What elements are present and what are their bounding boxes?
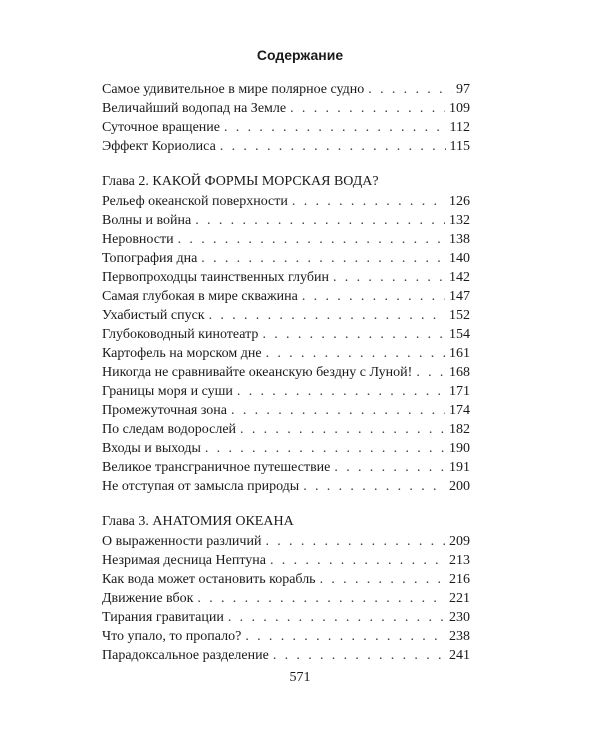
entry-title: Первопроходцы таинственных глубин [102,270,329,285]
entry-page-number: 238 [449,629,470,644]
toc-entry [102,363,470,382]
entry-page-number: 112 [449,120,470,135]
toc-entry [102,458,470,477]
entry-page-number: 109 [449,101,470,116]
toc-entry [102,589,470,608]
entry-title: Незримая десница Нептуна [102,553,266,568]
entry-page-number: 161 [449,346,470,361]
table-of-contents [102,80,470,665]
entry-page-number: 209 [449,534,470,549]
entry-page-number: 221 [449,591,470,606]
entry-title: Великое трансграничное путешествие [102,460,331,475]
entry-title: Границы моря и суши [102,384,233,399]
dot-leader [205,439,445,458]
entry-page-number: 115 [449,139,470,154]
entry-title: Не отступая от замысла природы [102,479,300,494]
entry-page-number: 138 [449,232,470,247]
entry-title: По следам водорослей [102,422,237,437]
dot-leader [334,458,445,477]
entry-title: Входы и выходы [102,441,201,456]
toc-entry [102,420,470,439]
toc-entry [102,268,470,287]
dot-leader [302,287,445,306]
entry-title: Топография дна [102,251,198,266]
entry-page-number: 152 [449,308,470,323]
toc-entry [102,306,470,325]
page-title: Содержание [256,47,344,63]
entry-title: Движение вбок [102,591,194,606]
toc-entry [102,325,470,344]
toc-section [102,80,470,156]
toc-entry [102,230,470,249]
entry-page-number: 97 [456,82,470,97]
entry-page-number: 132 [449,213,470,228]
entry-title: Суточное вращение [102,120,220,135]
toc-entry [102,532,470,551]
dot-leader [368,80,452,99]
entry-page-number: 216 [449,572,470,587]
entry-page-number: 190 [449,441,470,456]
page-number: 571 [289,670,311,685]
entry-page-number: 200 [449,479,470,494]
dot-leader [240,420,445,439]
entry-title: Неровности [102,232,174,247]
dot-leader [303,477,445,496]
entry-title: Эффект Кориолиса [102,139,216,154]
entry-title: Самая глубокая в мире скважина [102,289,298,304]
entry-title: Волны и война [102,213,192,228]
entry-title: Глубоководный кинотеатр [102,327,259,342]
toc-entry [102,137,470,156]
entry-page-number: 142 [449,270,470,285]
entry-page-number: 182 [449,422,470,437]
dot-leader [290,99,445,118]
entry-page-number: 140 [449,251,470,266]
dot-leader [245,627,445,646]
toc-entry [102,608,470,627]
chapter-heading: Глава 3. АНАТОМИЯ ОКЕАНА [102,514,294,529]
entry-title: Рельеф океанской поверхности [102,194,288,209]
dot-leader [237,382,445,401]
entry-title: Величайший водопад на Земле [102,101,287,116]
toc-entry [102,646,470,665]
toc-entry [102,439,470,458]
entry-title: Ухабистый спуск [102,308,205,323]
entry-page-number: 171 [449,384,470,399]
entry-title: Что упало, то пропало? [102,629,242,644]
toc-entry [102,401,470,420]
toc-entry [102,249,470,268]
entry-page-number: 213 [449,553,470,568]
dot-leader [231,401,445,420]
entry-title: Промежуточная зона [102,403,228,418]
toc-entry [102,99,470,118]
entry-title: Тирания гравитации [102,610,224,625]
dot-leader [416,363,445,382]
toc-section [102,172,470,496]
dot-leader [265,532,445,551]
toc-entry [102,477,470,496]
dot-leader [228,608,445,627]
dot-leader [320,570,445,589]
entry-title: Самое удивительное в мире полярное судно [102,82,365,97]
dot-leader [195,211,445,230]
dot-leader [224,118,446,137]
entry-page-number: 241 [449,648,470,663]
entry-page-number: 174 [449,403,470,418]
entry-title: О выраженности различий [102,534,262,549]
entry-page-number: 126 [449,194,470,209]
chapter-heading: Глава 2. КАКОЙ ФОРМЫ МОРСКАЯ ВОДА? [102,174,379,189]
entry-page-number: 191 [449,460,470,475]
dot-leader [220,137,446,156]
entry-title: Никогда не сравнивайте океанскую бездну с Луной! [102,365,413,380]
entry-page-number: 154 [449,327,470,342]
entry-title: Как вода может остановить корабль [102,572,316,587]
dot-leader [270,551,445,570]
dot-leader [292,192,445,211]
toc-entry [102,344,470,363]
toc-entry [102,382,470,401]
toc-entry [102,118,470,137]
dot-leader [178,230,445,249]
entry-title: Парадоксальное разделение [102,648,269,663]
dot-leader [197,589,445,608]
toc-entry [102,287,470,306]
dot-leader [209,306,445,325]
toc-entry [102,570,470,589]
dot-leader [201,249,445,268]
entry-page-number: 230 [449,610,470,625]
toc-entry [102,211,470,230]
dot-leader [262,325,445,344]
toc-section [102,512,470,665]
toc-entry [102,627,470,646]
toc-entry [102,80,470,99]
toc-entry [102,192,470,211]
entry-title: Картофель на морском дне [102,346,262,361]
toc-entry [102,551,470,570]
entry-page-number: 147 [449,289,470,304]
dot-leader [266,344,445,363]
entry-page-number: 168 [449,365,470,380]
dot-leader [333,268,445,287]
dot-leader [273,646,445,665]
